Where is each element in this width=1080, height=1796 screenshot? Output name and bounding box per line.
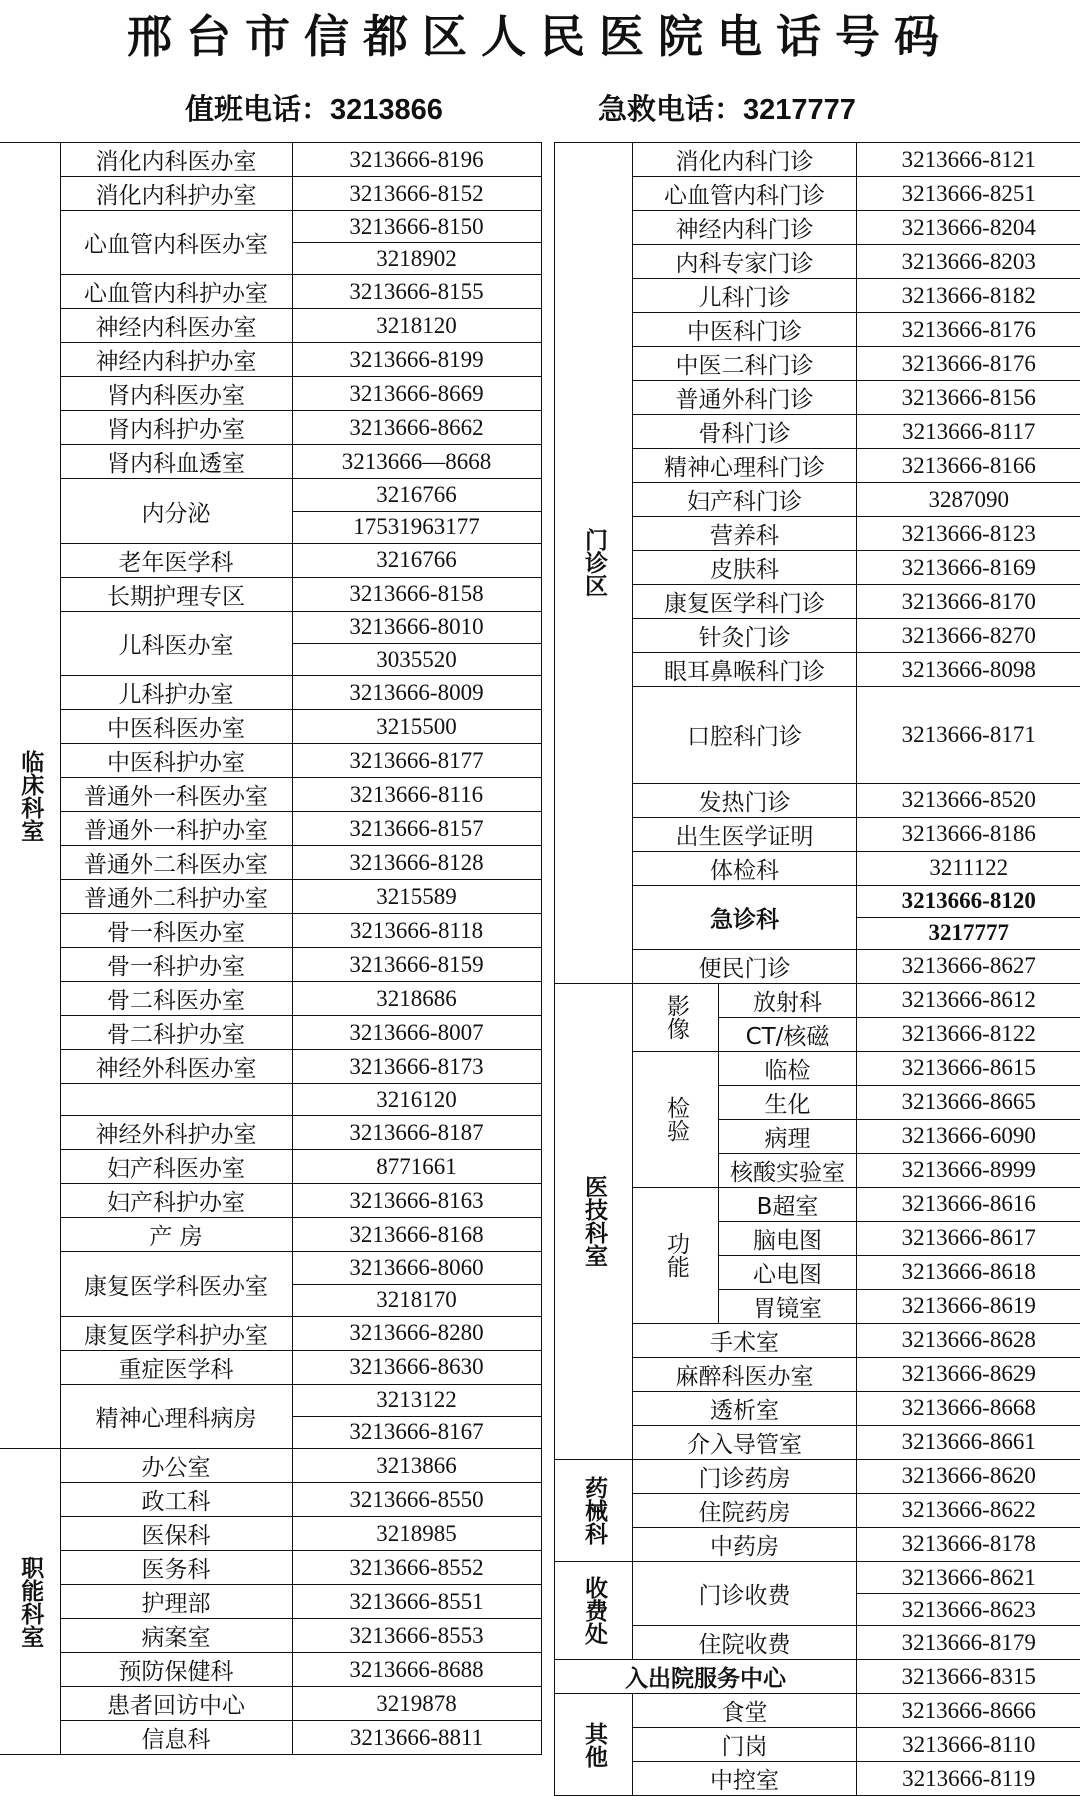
phone-number: 3213666-6090 (857, 1119, 1080, 1153)
department-name: 门诊药房 (633, 1459, 857, 1493)
table-row (0, 1585, 541, 1619)
phone-number: 3213666-8551 (292, 1585, 541, 1619)
vertical-label-text: 医技科室 (580, 1175, 607, 1267)
table-row (0, 611, 541, 643)
subgroup-label (633, 983, 719, 1051)
phone-number: 3213666-8665 (857, 1085, 1080, 1119)
table-row (0, 1350, 541, 1384)
table-row (0, 1721, 541, 1755)
department-name: 神经外科医办室 (60, 1050, 292, 1084)
department-name: 妇产科门诊 (633, 483, 857, 517)
table-row (555, 1323, 1080, 1357)
phone-number: 3213666-8128 (292, 846, 541, 880)
table-row (555, 1660, 1080, 1694)
phone-number: 3213666-8150 (292, 211, 541, 243)
table-row (0, 676, 541, 710)
department-name: 康复医学科护办室 (60, 1316, 292, 1350)
department-name: 透析室 (633, 1391, 857, 1425)
table-row (555, 517, 1080, 551)
table-row (555, 1527, 1080, 1561)
phone-number: 3213666-8170 (857, 585, 1080, 619)
phone-number: 3287090 (857, 483, 1080, 517)
department-name: 儿科护办室 (60, 676, 292, 710)
group-label (555, 1561, 633, 1659)
table-row (555, 1493, 1080, 1527)
phone-number: 3217777 (857, 917, 1080, 949)
table-row (0, 1517, 541, 1551)
department-name (60, 1084, 292, 1116)
department-name: 急诊科 (633, 885, 857, 949)
table-row (0, 309, 541, 343)
department-name: 护理部 (60, 1585, 292, 1619)
right-directory-table (554, 142, 1080, 1796)
phone-number: 3213666-8616 (857, 1187, 1080, 1221)
left-directory-table (0, 142, 542, 1755)
department-name: 门岗 (633, 1728, 857, 1762)
department-name: 临检 (719, 1051, 857, 1085)
vertical-label-text: 门诊区 (580, 528, 607, 597)
department-name: 生化 (719, 1085, 857, 1119)
directory (0, 142, 1080, 1705)
department-name: 预防保健科 (60, 1653, 292, 1687)
table-row (0, 445, 541, 479)
vertical-label-text: 影像 (662, 994, 689, 1040)
phone-number: 3213666-8110 (857, 1728, 1080, 1762)
table-row (555, 1187, 1080, 1221)
phone-number: 3213122 (292, 1384, 541, 1416)
table-row (555, 1694, 1080, 1728)
phone-number: 3213666-8158 (292, 577, 541, 611)
phone-number: 3213666-8204 (857, 211, 1080, 245)
table-row (0, 1150, 541, 1184)
table-row (0, 177, 541, 211)
department-name: 神经内科医办室 (60, 309, 292, 343)
phone-number: 3213666-8098 (857, 653, 1080, 687)
department-name: 骨二科医办室 (60, 982, 292, 1016)
table-row (0, 948, 541, 982)
phone-number: 3213666-8623 (857, 1594, 1080, 1626)
table-row (555, 983, 1080, 1017)
table-row (0, 411, 541, 445)
table-row (0, 812, 541, 846)
phone-number: 3213666-8159 (292, 948, 541, 982)
department-name: 肾内科血透室 (60, 445, 292, 479)
phone-number: 3213666-8553 (292, 1619, 541, 1653)
table-row (555, 143, 1080, 177)
table-row (0, 778, 541, 812)
table-row (555, 449, 1080, 483)
department-name: 中控室 (633, 1762, 857, 1796)
emergency-hotline (598, 88, 856, 130)
department-name: 脑电图 (719, 1221, 857, 1255)
table-row (0, 1084, 541, 1116)
table-row (0, 1050, 541, 1084)
phone-number: 3213666-8662 (292, 411, 541, 445)
phone-number: 3213666-8157 (292, 812, 541, 846)
phone-number: 3211122 (857, 851, 1080, 885)
table-row (0, 914, 541, 948)
table-row (555, 211, 1080, 245)
subgroup-label (633, 1187, 719, 1323)
table-row (0, 880, 541, 914)
department-name: 老年医学科 (60, 543, 292, 577)
table-row (555, 949, 1080, 983)
phone-number: 3213666-8688 (292, 1653, 541, 1687)
phone-number: 3213666-8618 (857, 1255, 1080, 1289)
phone-number: 3213666-8117 (857, 415, 1080, 449)
phone-number: 3213666-8167 (292, 1416, 541, 1448)
department-name: 中医科门诊 (633, 313, 857, 347)
department-name: 精神心理科门诊 (633, 449, 857, 483)
phone-number: 3219878 (292, 1687, 541, 1721)
department-name: 信息科 (60, 1721, 292, 1755)
table-row (0, 1449, 541, 1483)
phone-number: 3213666-8615 (857, 1051, 1080, 1085)
phone-number: 17531963177 (292, 511, 541, 543)
phone-number: 3213666-8617 (857, 1221, 1080, 1255)
department-name: 心电图 (719, 1255, 857, 1289)
table-row (0, 275, 541, 309)
department-name: 营养科 (633, 517, 857, 551)
phone-number: 3213666-8630 (292, 1350, 541, 1384)
department-name: 妇产科护办室 (60, 1184, 292, 1218)
table-row (0, 1184, 541, 1218)
department-name: 肾内科护办室 (60, 411, 292, 445)
vertical-label-text: 临床科室 (16, 750, 43, 842)
phone-number: 3213666-8612 (857, 983, 1080, 1017)
phone-number: 3213666-8669 (292, 377, 541, 411)
group-label (555, 1694, 633, 1796)
group-label (555, 1459, 633, 1561)
department-name: 儿科门诊 (633, 279, 857, 313)
phone-number: 3216766 (292, 543, 541, 577)
table-row (0, 377, 541, 411)
phone-number: 3215500 (292, 710, 541, 744)
department-name: 普通外一科医办室 (60, 778, 292, 812)
phone-number: 3218902 (292, 243, 541, 275)
phone-number: 3213666-8280 (292, 1316, 541, 1350)
department-name: 医保科 (60, 1517, 292, 1551)
department-name: 消化内科医办室 (60, 143, 292, 177)
phone-number: 3213666-8007 (292, 1016, 541, 1050)
phone-number: 3213666-8118 (292, 914, 541, 948)
table-row (555, 619, 1080, 653)
phone-number: 3213666-8520 (857, 783, 1080, 817)
table-row (0, 143, 541, 177)
phone-number: 3213666-8187 (292, 1116, 541, 1150)
table-row (555, 885, 1080, 917)
phone-number: 3213666-8251 (857, 177, 1080, 211)
phone-number: 3213666-8999 (857, 1153, 1080, 1187)
department-name: 胃镜室 (719, 1289, 857, 1323)
phone-number: 3213666-8177 (292, 744, 541, 778)
phone-number: 3213666-8550 (292, 1483, 541, 1517)
table-row (0, 1218, 541, 1252)
department-name: 神经外科护办室 (60, 1116, 292, 1150)
department-name: 中药房 (633, 1527, 857, 1561)
department-name: 内分泌 (60, 479, 292, 543)
department-name: 神经内科护办室 (60, 343, 292, 377)
department-name: 内科专家门诊 (633, 245, 857, 279)
duty-phone: 3213866 (330, 94, 443, 126)
phone-number: 3213666-8156 (857, 381, 1080, 415)
group-label (0, 1449, 60, 1755)
phone-number: 3213666-8666 (857, 1694, 1080, 1728)
table-row (0, 846, 541, 880)
page-title: 邢台市信都区人民医院电话号码 (0, 6, 1080, 68)
department-name: 长期护理专区 (60, 577, 292, 611)
table-row (555, 1425, 1080, 1459)
department-name: 骨科门诊 (633, 415, 857, 449)
department-name: 政工科 (60, 1483, 292, 1517)
phone-number: 3213666-8629 (857, 1357, 1080, 1391)
department-name: 产 房 (60, 1218, 292, 1252)
phone-number: 3213666-8176 (857, 313, 1080, 347)
table-row (555, 1762, 1080, 1796)
department-name: 门诊收费 (633, 1561, 857, 1625)
table-row (555, 783, 1080, 817)
department-name: 介入导管室 (633, 1425, 857, 1459)
phone-number: 3213666-8628 (857, 1323, 1080, 1357)
phone-number: 3213666-8176 (857, 347, 1080, 381)
vertical-label-text: 检验 (662, 1096, 689, 1142)
phone-number: 3213666-8010 (292, 611, 541, 643)
department-name: 医务科 (60, 1551, 292, 1585)
duty-label: 值班电话： (185, 92, 330, 126)
phone-number: 3213666-8196 (292, 143, 541, 177)
group-label (0, 143, 60, 1449)
department-name: 发热门诊 (633, 783, 857, 817)
phone-number: 3213666-8668 (857, 1391, 1080, 1425)
department-name: 口腔科门诊 (633, 687, 857, 784)
phone-number: 3213666-8171 (857, 687, 1080, 784)
department-name: 针灸门诊 (633, 619, 857, 653)
emergency-label: 急救电话： (598, 92, 743, 126)
table-row (0, 343, 541, 377)
department-name: 便民门诊 (633, 949, 857, 983)
department-name: 普通外二科护办室 (60, 880, 292, 914)
phone-number: 3213666-8186 (857, 817, 1080, 851)
phone-number: 3216766 (292, 479, 541, 511)
table-row (555, 687, 1080, 719)
phone-number: 3213666—8668 (292, 445, 541, 479)
department-name: 中医二科门诊 (633, 347, 857, 381)
department-name: 消化内科门诊 (633, 143, 857, 177)
department-name: 妇产科医办室 (60, 1150, 292, 1184)
phone-number: 3213666-8119 (857, 1762, 1080, 1796)
department-name: 中医科护办室 (60, 744, 292, 778)
table-row (0, 543, 541, 577)
table-row (555, 177, 1080, 211)
phone-number: 3213666-8166 (857, 449, 1080, 483)
phone-number: 3218170 (292, 1284, 541, 1316)
table-row (555, 653, 1080, 687)
phone-number: 3213666-8163 (292, 1184, 541, 1218)
phone-number: 3213666-8155 (292, 275, 541, 309)
phone-number: 3213666-8121 (857, 143, 1080, 177)
phone-number: 3218686 (292, 982, 541, 1016)
department-name: 皮肤科 (633, 551, 857, 585)
department-name: 出生医学证明 (633, 817, 857, 851)
department-name: 放射科 (719, 983, 857, 1017)
phone-number: 3213666-8203 (857, 245, 1080, 279)
table-row (555, 551, 1080, 585)
table-row (0, 744, 541, 778)
table-row (555, 313, 1080, 347)
department-name: 心血管内科门诊 (633, 177, 857, 211)
department-name: 康复医学科医办室 (60, 1252, 292, 1316)
phone-number: 3213666-8173 (292, 1050, 541, 1084)
department-name: 病案室 (60, 1619, 292, 1653)
phone-number: 3213666-8123 (857, 517, 1080, 551)
table-row (555, 415, 1080, 449)
table-row (555, 817, 1080, 851)
department-name: 麻醉科医办室 (633, 1357, 857, 1391)
department-name: 食堂 (633, 1694, 857, 1728)
table-row (0, 1483, 541, 1517)
department-name: 康复医学科门诊 (633, 585, 857, 619)
department-name: CT/核磁 (719, 1017, 857, 1051)
phone-number: 3213666-8168 (292, 1218, 541, 1252)
department-name: 住院药房 (633, 1493, 857, 1527)
table-row (0, 1551, 541, 1585)
table-row (0, 1016, 541, 1050)
phone-number: 3213666-8116 (292, 778, 541, 812)
table-row (555, 381, 1080, 415)
table-row (555, 347, 1080, 381)
department-name: B超室 (719, 1187, 857, 1221)
table-row (555, 1459, 1080, 1493)
phone-number: 3213666-8009 (292, 676, 541, 710)
table-row (555, 1051, 1080, 1085)
table-row (0, 1653, 541, 1687)
department-name: 患者回访中心 (60, 1687, 292, 1721)
department-name: 儿科医办室 (60, 611, 292, 675)
phone-number: 3213666-8169 (857, 551, 1080, 585)
table-row (0, 1619, 541, 1653)
table-row (0, 1252, 541, 1284)
phone-number: 8771661 (292, 1150, 541, 1184)
table-row (555, 1357, 1080, 1391)
table-row (555, 851, 1080, 885)
department-name: 肾内科医办室 (60, 377, 292, 411)
vertical-label-text: 药械科 (580, 1476, 607, 1545)
phone-number: 3215589 (292, 880, 541, 914)
phone-number: 3213666-8619 (857, 1289, 1080, 1323)
vertical-label-text: 功能 (662, 1232, 689, 1278)
duty-hotline (185, 88, 443, 130)
phone-number: 3218120 (292, 309, 541, 343)
table-row (0, 479, 541, 511)
phone-number: 3213666-8122 (857, 1017, 1080, 1051)
phone-number: 3213666-8179 (857, 1626, 1080, 1660)
phone-number: 3213666-8622 (857, 1493, 1080, 1527)
phone-number: 3213666-8552 (292, 1551, 541, 1585)
phone-number: 3213666-8811 (292, 1721, 541, 1755)
department-name: 体检科 (633, 851, 857, 885)
vertical-label-text: 收费处 (580, 1576, 607, 1645)
phone-number: 3218985 (292, 1517, 541, 1551)
department-name: 手术室 (633, 1323, 857, 1357)
phone-number: 3035520 (292, 643, 541, 675)
group-label (555, 143, 633, 984)
department-name: 骨一科医办室 (60, 914, 292, 948)
department-name: 办公室 (60, 1449, 292, 1483)
table-row (555, 1728, 1080, 1762)
table-row (0, 710, 541, 744)
department-name: 心血管内科护办室 (60, 275, 292, 309)
department-name: 普通外一科护办室 (60, 812, 292, 846)
table-row (0, 982, 541, 1016)
table-row (0, 1316, 541, 1350)
table-row (555, 1626, 1080, 1660)
phone-number: 3213666-8060 (292, 1252, 541, 1284)
phone-number: 3213666-8178 (857, 1527, 1080, 1561)
phone-number: 3216120 (292, 1084, 541, 1116)
department-name: 入出院服务中心 (555, 1660, 857, 1694)
department-name: 中医科医办室 (60, 710, 292, 744)
phone-number: 3213666-8182 (857, 279, 1080, 313)
vertical-label-text: 其他 (580, 1722, 607, 1768)
department-name: 普通外科门诊 (633, 381, 857, 415)
table-row (555, 483, 1080, 517)
department-name: 神经内科门诊 (633, 211, 857, 245)
table-row (555, 245, 1080, 279)
subgroup-label (633, 1051, 719, 1187)
group-label (555, 983, 633, 1459)
department-name: 住院收费 (633, 1626, 857, 1660)
table-row (555, 279, 1080, 313)
department-name: 消化内科护办室 (60, 177, 292, 211)
phone-number: 3213666-8270 (857, 619, 1080, 653)
department-name: 骨二科护办室 (60, 1016, 292, 1050)
phone-number: 3213666-8199 (292, 343, 541, 377)
table-row (555, 585, 1080, 619)
phone-number: 3213666-8152 (292, 177, 541, 211)
department-name: 病理 (719, 1119, 857, 1153)
vertical-label-text: 职能科室 (16, 1556, 43, 1648)
table-row (0, 1687, 541, 1721)
department-name: 核酸实验室 (719, 1153, 857, 1187)
phone-number: 3213666-8661 (857, 1425, 1080, 1459)
table-row (0, 1384, 541, 1416)
table-row (0, 211, 541, 243)
department-name: 普通外二科医办室 (60, 846, 292, 880)
phone-number: 3213666-8120 (857, 885, 1080, 917)
phone-number: 3213666-8315 (857, 1660, 1080, 1694)
department-name: 精神心理科病房 (60, 1384, 292, 1448)
emergency-phone: 3217777 (743, 94, 856, 126)
phone-number: 3213666-8627 (857, 949, 1080, 983)
department-name: 骨一科护办室 (60, 948, 292, 982)
department-name: 重症医学科 (60, 1350, 292, 1384)
table-row (555, 1561, 1080, 1593)
phone-number: 3213666-8620 (857, 1459, 1080, 1493)
table-row (0, 1116, 541, 1150)
phone-number: 3213866 (292, 1449, 541, 1483)
phone-number: 3213666-8621 (857, 1561, 1080, 1593)
department-name: 眼耳鼻喉科门诊 (633, 653, 857, 687)
department-name: 心血管内科医办室 (60, 211, 292, 275)
table-row (555, 1391, 1080, 1425)
table-row (0, 577, 541, 611)
